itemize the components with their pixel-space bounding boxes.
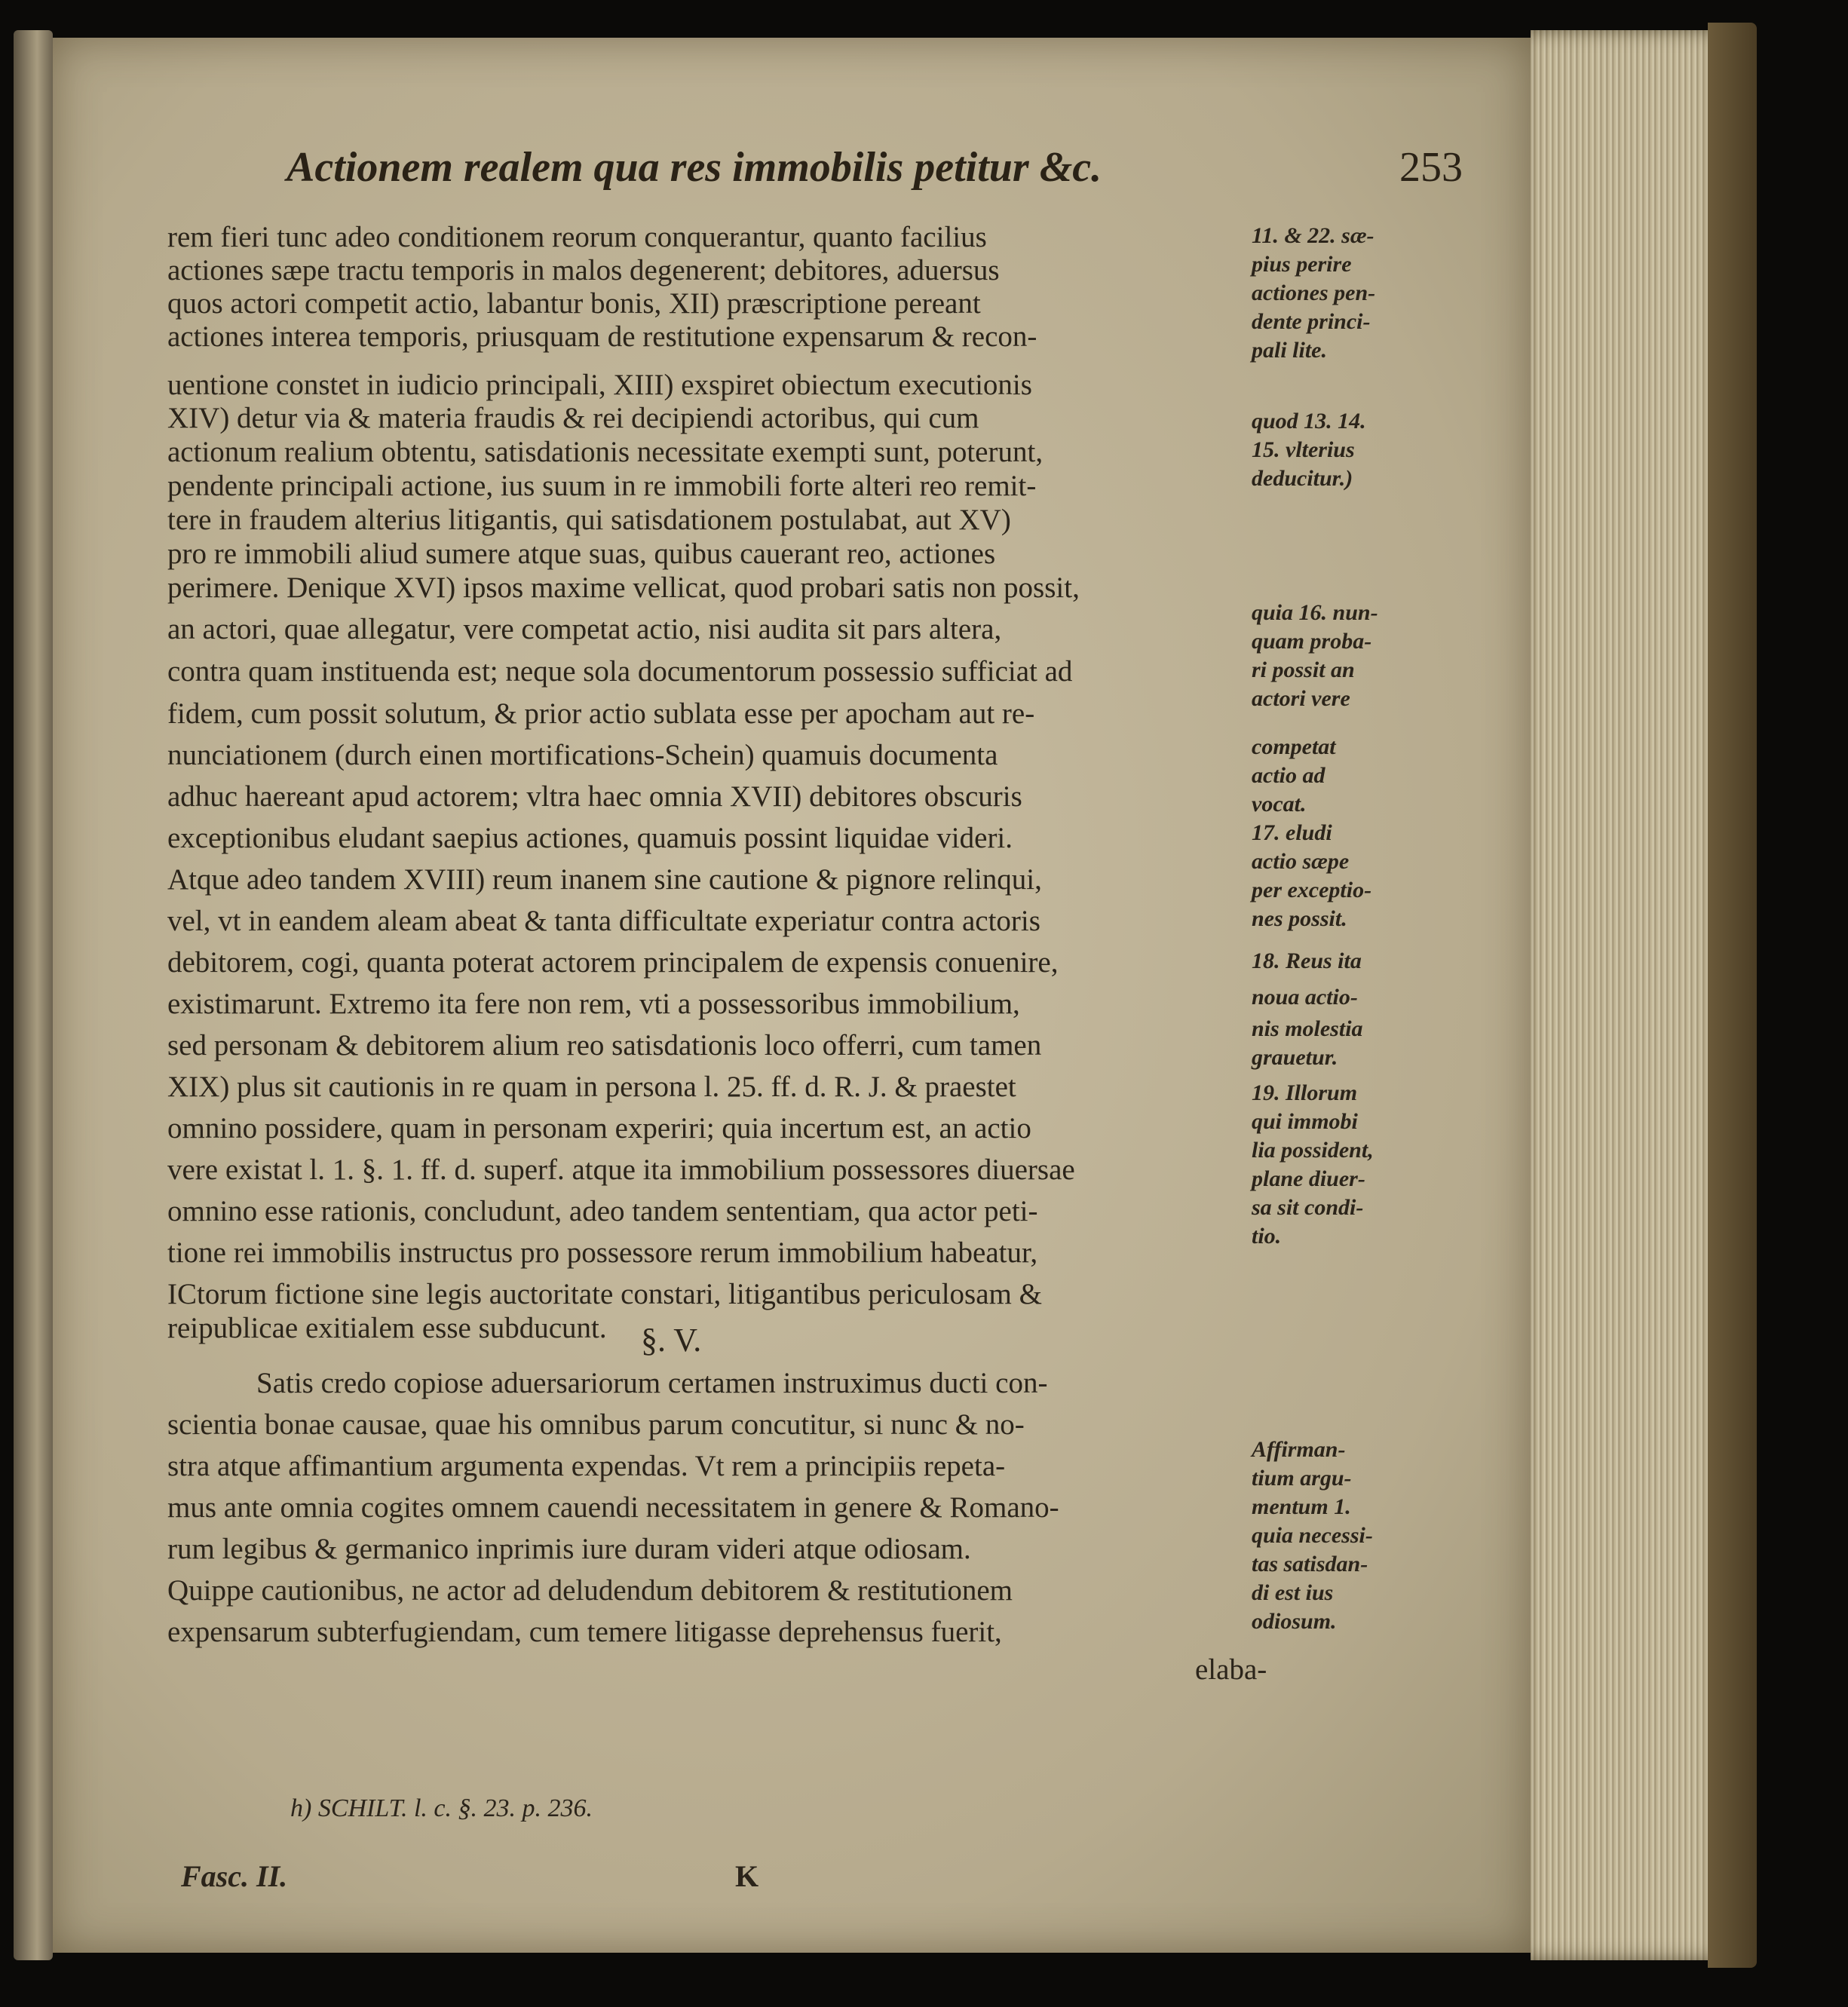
section-text-line: expensarum subterfugiendam, cum temere litigasse deprehensus fuerit, (167, 1616, 1002, 1648)
margin-note: qui immobi (1252, 1109, 1358, 1134)
text-line: omnino possidere, quam in personam experiri; quia incertum est, an actio (167, 1112, 1031, 1144)
margin-note: pius perire (1252, 252, 1352, 277)
text-line: actionum realium obtentu, satisdationis necessitate exempti sunt, poterunt, (167, 436, 1044, 468)
margin-note: plane diuer- (1252, 1166, 1365, 1191)
margin-note: tio. (1252, 1224, 1282, 1249)
text-line: uentione constet in iudicio principali, XIII) exspiret obiectum executionis (167, 369, 1032, 401)
text-line: actiones sæpe tractu temporis in malos degenerent; debitores, aduersus (167, 254, 1000, 286)
page-block-edge (1531, 30, 1727, 1960)
text-line: pro re immobili aliud sumere atque suas, quibus cauerant reo, actiones (167, 538, 996, 570)
text-line: tere in fraudem alterius litigantis, qui satisdationem postulabat, aut XV) (167, 504, 1011, 536)
section-text-line: Quippe cautionibus, ne actor ad deludendum debitorem & restitutionem (167, 1574, 1013, 1607)
text-line: debitorem, cogi, quanta poterat actorem principalem de expensis conuenire, (167, 946, 1059, 979)
margin-note: quia 16. nun- (1252, 600, 1378, 625)
text-line: Atque adeo tandem XVIII) reum inanem sine cautione & pignore relinqui, (167, 863, 1042, 896)
margin-note: 19. Illorum (1252, 1080, 1358, 1105)
section-text-line: rum legibus & germanico inprimis iure duram videri atque odiosam. (167, 1533, 971, 1565)
margin-note: dente princi- (1252, 309, 1371, 334)
section-text-line: stra atque affimantium argumenta expendas. Vt rem a principiis repeta- (167, 1450, 1006, 1482)
text-line: rem fieri tunc adeo conditionem reorum conquerantur, quanto facilius (167, 221, 987, 253)
section-text-line: mus ante omnia cogites omnem cauendi necessitatem in genere & Romano- (167, 1491, 1059, 1524)
margin-note: deducitur.) (1252, 466, 1353, 491)
text-line: contra quam instituenda est; neque sola documentorum possessio sufficiat ad (167, 655, 1073, 688)
text-line: omnino esse rationis, concludunt, adeo tandem sententiam, qua actor peti- (167, 1195, 1038, 1227)
signature-mark: Fasc. II. (181, 1859, 288, 1893)
margin-note: pali lite. (1252, 338, 1327, 363)
margin-note: competat (1252, 734, 1336, 759)
margin-note: 17. eludi (1252, 820, 1332, 845)
margin-note: 15. vlterius (1252, 437, 1355, 462)
text-line: an actori, quae allegatur, vere competat actio, nisi audita sit pars altera, (167, 613, 1002, 645)
text-line: vere existat l. 1. §. 1. ff. d. superf. atque ita immobilium possessores diuersae (167, 1154, 1075, 1186)
running-header (287, 143, 1463, 204)
signature-letter: K (735, 1859, 759, 1893)
text-line: vel, vt in eandem aleam abeat & tanta difficultate experiatur contra actoris (167, 905, 1040, 937)
text-line: XIV) detur via & materia fraudis & rei decipiendi actoribus, qui cum (167, 402, 979, 434)
margin-note: ri possit an (1252, 657, 1355, 682)
margin-note: actio sæpe (1252, 849, 1350, 874)
margin-note: actiones pen- (1252, 280, 1376, 305)
margin-note: per exceptio- (1252, 878, 1372, 902)
text-line: tione rei immobilis instructus pro possessore rerum immobilium habeatur, (167, 1236, 1038, 1269)
text-line: exceptionibus eludant saepius actiones, quamuis possint liquidae videri. (167, 822, 1013, 854)
margin-note: quia necessi- (1252, 1523, 1373, 1548)
margin-note: vocat. (1252, 792, 1307, 817)
text-line: reipublicae exitialem esse subducunt. (167, 1312, 607, 1344)
margin-note: odiosum. (1252, 1609, 1337, 1634)
running-title: Actionem realem qua res immobilis petitur &c. (287, 144, 1102, 191)
margin-note: di est ius (1252, 1580, 1334, 1605)
margin-note: nis molestia (1252, 1016, 1363, 1041)
text-line: pendente principali actione, ius suum in re immobili forte alteri reo remit- (167, 470, 1037, 502)
left-page-edge (14, 30, 53, 1960)
margin-note: grauetur. (1252, 1045, 1338, 1070)
margin-note: actori vere (1252, 686, 1350, 711)
section-text-line: scientia bonae causae, quae his omnibus parum concutitur, si nunc & no- (167, 1408, 1025, 1441)
text-line: perimere. Denique XVI) ipsos maxime vellicat, quod probari satis non possit, (167, 571, 1080, 604)
footnote: h) SCHILT. l. c. §. 23. p. 236. (290, 1794, 593, 1822)
text-line: sed personam & debitorem alium reo satisdationis loco offerri, cum tamen (167, 1029, 1042, 1062)
page-number: 253 (1399, 144, 1463, 191)
margin-note: mentum 1. (1252, 1494, 1351, 1519)
section-heading: §. V. (641, 1322, 702, 1359)
margin-note: nes possit. (1252, 906, 1347, 931)
text-line: fidem, cum possit solutum, & prior actio sublata esse per apocham aut re- (167, 697, 1035, 730)
text-line: XIX) plus sit cautionis in re quam in persona l. 25. ff. d. R. J. & praestet (167, 1071, 1016, 1103)
text-line: ICtorum fictione sine legis auctoritate constari, litigantibus periculosam & (167, 1278, 1042, 1310)
margin-note: lia possident, (1252, 1138, 1374, 1163)
book-cover-edge (1708, 23, 1757, 1968)
text-line: actiones interea temporis, priusquam de restitutione expensarum & recon- (167, 320, 1037, 353)
margin-note: 11. & 22. sæ- (1252, 223, 1375, 248)
margin-note: 18. Reus ita (1252, 948, 1362, 973)
text-line: adhuc haereant apud actorem; vltra haec omnia XVII) debitores obscuris (167, 780, 1022, 813)
margin-note: noua actio- (1252, 985, 1358, 1010)
section-text-line: Satis credo copiose aduersariorum certamen instruximus ducti con- (256, 1367, 1048, 1399)
text-line: existimarunt. Extremo ita fere non rem, vti a possessoribus immobilium, (167, 988, 1020, 1020)
margin-note: quam proba- (1252, 629, 1372, 654)
margin-note: Affirman- (1252, 1437, 1346, 1462)
margin-note: tas satisdan- (1252, 1552, 1368, 1576)
margin-note: actio ad (1252, 763, 1325, 788)
margin-note: tium argu- (1252, 1466, 1352, 1491)
margin-note: sa sit condi- (1252, 1195, 1364, 1220)
margin-note: quod 13. 14. (1252, 409, 1366, 434)
text-line: quos actori competit actio, labantur bonis, XII) præscriptione pereant (167, 287, 981, 320)
text-line: nunciationem (durch einen mortifications-Schein) quamuis documenta (167, 739, 998, 771)
section-text-line: elaba- (1195, 1653, 1267, 1686)
